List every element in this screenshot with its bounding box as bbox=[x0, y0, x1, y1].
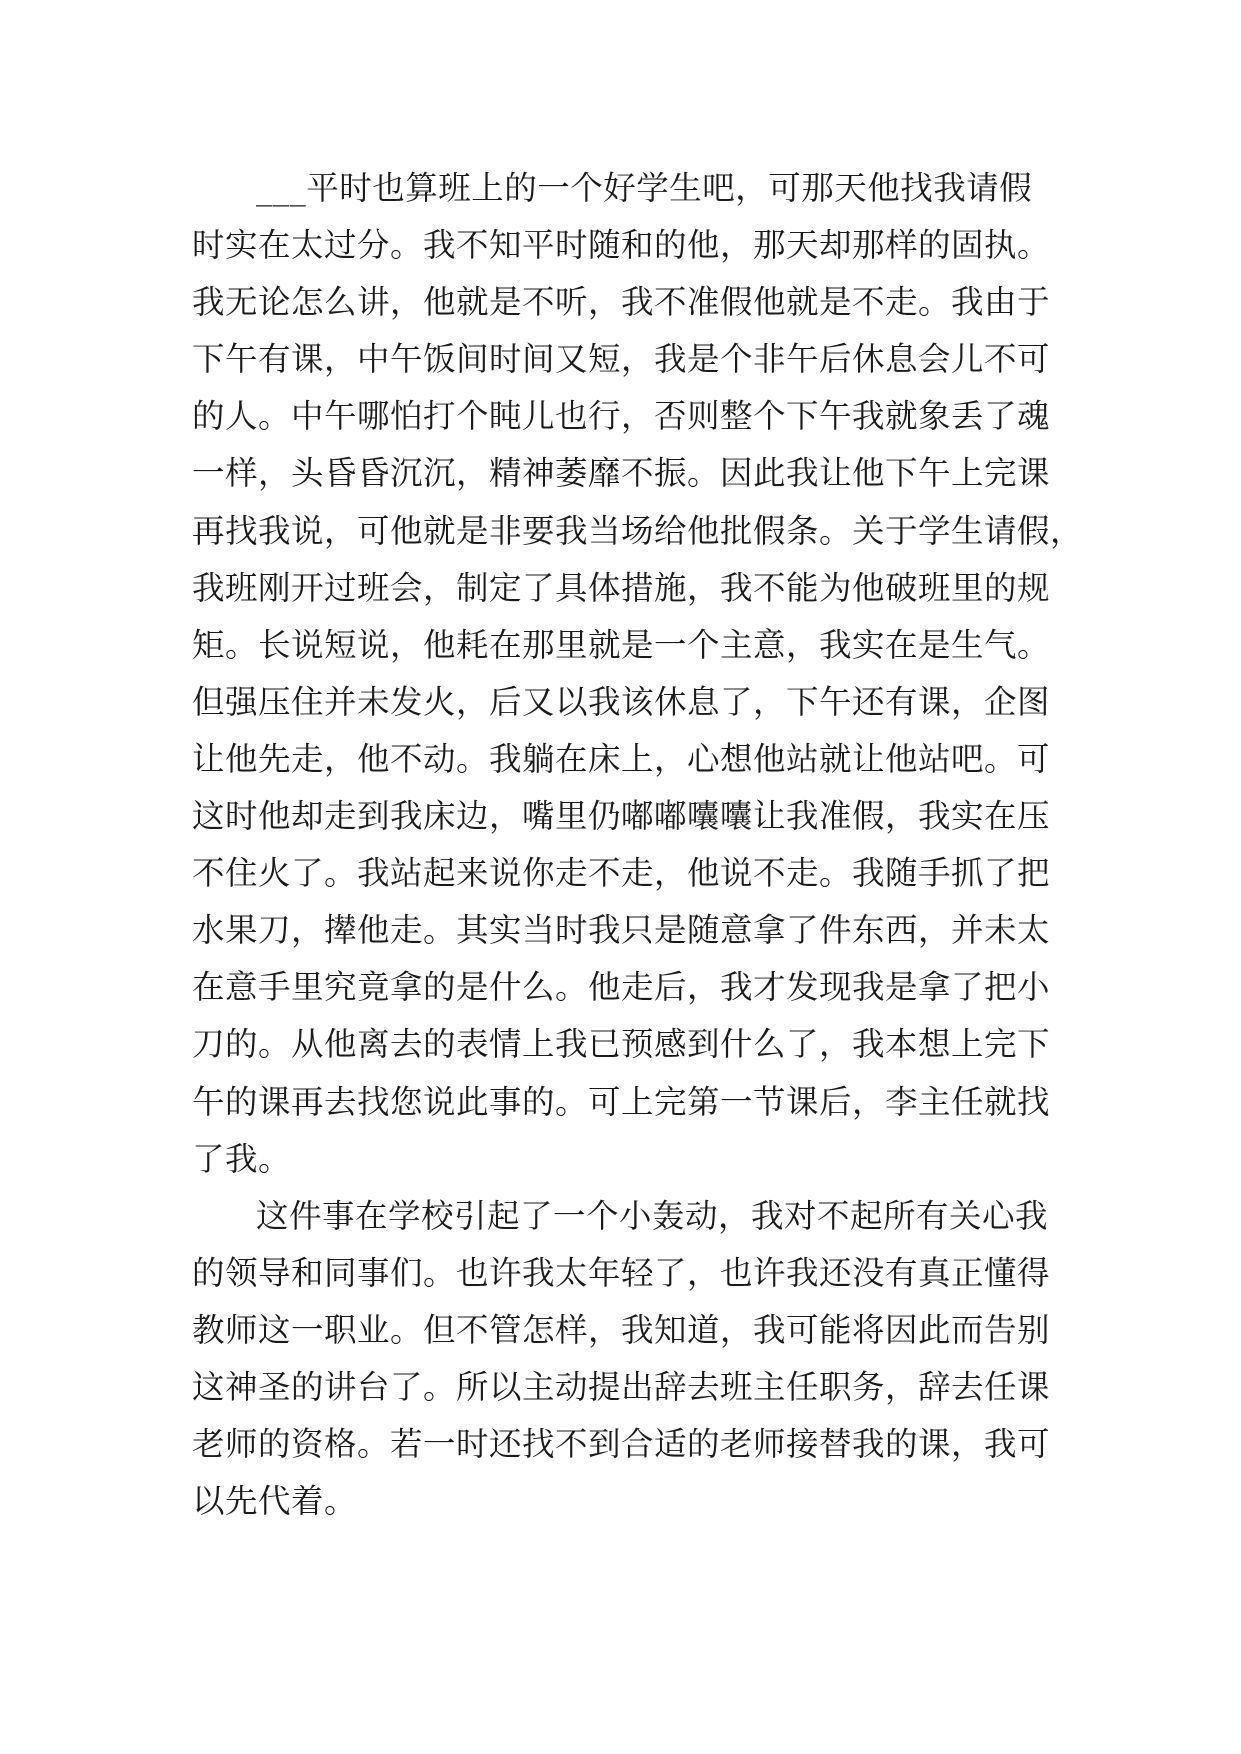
text-line: 水果刀，撵他走。其实当时我只是随意拿了件东西，并未太 bbox=[192, 911, 1051, 950]
text-line: 下午有课，中午饭间时间又短，我是个非午后休息会儿不可 bbox=[192, 340, 1051, 379]
text-line: 让他先走，他不动。我躺在床上，心想他站就让他站吧。可 bbox=[192, 739, 1051, 778]
text-line: 时实在太过分。我不知平时随和的他，那天却那样的固执。 bbox=[192, 226, 1051, 265]
text-line: 我无论怎么讲，他就是不听，我不准假他就是不走。我由于 bbox=[192, 283, 1051, 322]
text-line: 教师这一职业。但不管怎样，我知道，我可能将因此而告别 bbox=[192, 1310, 1051, 1349]
text-line: 这时他却走到我床边，嘴里仍嘟嘟囔囔让我准假，我实在压 bbox=[192, 797, 1051, 836]
text-line: 在意手里究竟拿的是什么。他走后，我才发现我是拿了把小 bbox=[192, 968, 1051, 1007]
paragraph-1 bbox=[192, 160, 1084, 1188]
text-line: ___平时也算班上的一个好学生吧，可那天他找我请假 bbox=[256, 169, 1033, 207]
text-line: 的领导和同事们。也许我太年轻了，也许我还没有真正懂得 bbox=[192, 1253, 1051, 1292]
text-line: 但强压住并未发火，后又以我该休息了，下午还有课，企图 bbox=[192, 682, 1051, 721]
text-line: 一样，头昏昏沉沉，精神萎靡不振。因此我让他下午上完课 bbox=[192, 454, 1051, 493]
text-line: 了我。 bbox=[192, 1139, 292, 1178]
text-line: 不住火了。我站起来说你走不走，他说不走。我随手抓了把 bbox=[192, 854, 1051, 893]
text-line: 矩。长说短说，他耗在那里就是一个主意，我实在是生气。 bbox=[192, 625, 1051, 664]
text-line: 午的课再去找您说此事的。可上完第一节课后，李主任就找 bbox=[192, 1082, 1051, 1121]
text-line: 的人。中午哪怕打个盹儿也行，否则整个下午我就象丢了魂 bbox=[192, 397, 1051, 436]
text-line: 这神圣的讲台了。所以主动提出辞去班主任职务，辞去任课 bbox=[192, 1367, 1051, 1406]
paragraph-2 bbox=[192, 1188, 1062, 1531]
text-line: 老师的资格。若一时还找不到合适的老师接替我的课，我可 bbox=[192, 1425, 1051, 1464]
text-line: 以先代着。 bbox=[192, 1482, 358, 1521]
text-line: 这件事在学校引起了一个小轰动，我对不起所有关心我 bbox=[256, 1196, 1049, 1235]
document-body bbox=[192, 160, 1084, 1530]
text-line: 刀的。从他离去的表情上我已预感到什么了，我本想上完下 bbox=[192, 1025, 1051, 1064]
text-line: 再找我说，可他就是非要我当场给他批假条。关于学生请假， bbox=[192, 511, 1084, 550]
text-line: 我班刚开过班会，制定了具体措施，我不能为他破班里的规 bbox=[192, 568, 1051, 607]
